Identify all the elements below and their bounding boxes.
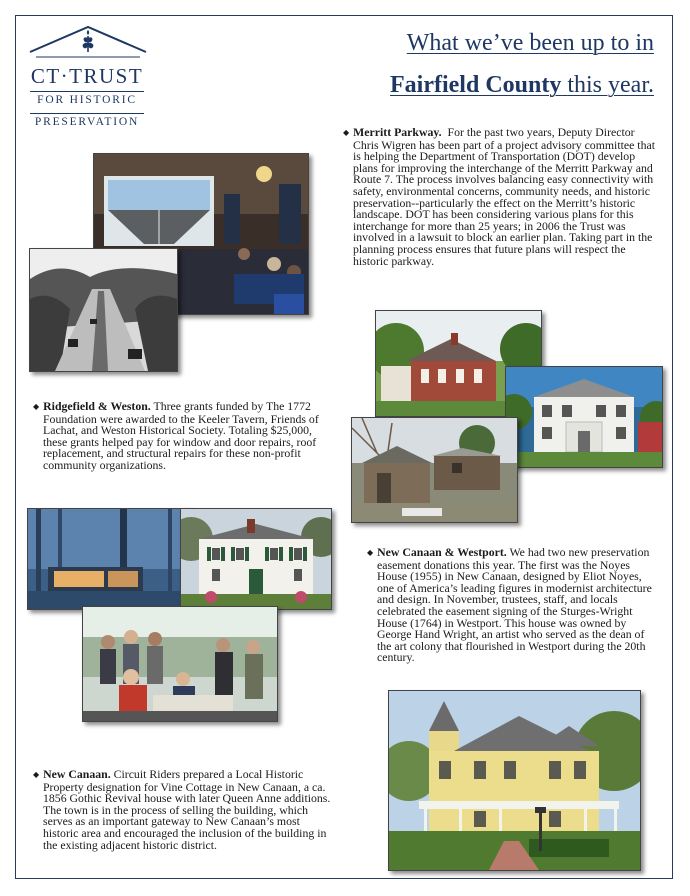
photo-old-barn (351, 417, 518, 523)
bullet-icon: ◆ (33, 770, 40, 779)
section-merritt (343, 127, 661, 267)
section-heading: Merritt Parkway. (353, 125, 442, 139)
logo-name: CT·TRUST (30, 64, 144, 88)
ct-trust-logo (28, 24, 148, 132)
logo-line1: FOR HISTORIC (37, 94, 137, 106)
section-heading: New Canaan. (43, 767, 111, 781)
section-newcanaan (33, 769, 337, 851)
section-body: We had two new preservation easement donations this year. The first was the Noyes House (1955) in New Canaan, designed by Eliot Noyes, one of America’s leading figures in modernist architecture and design. In November, trustees, staff, and locals celebrated the easement signing of the Sturges-Wright House (1764) in Westport. This house was owned by George Hand Wright, an artist who served as the dean of the art colony that flourished in Westport during the 20th century. (377, 545, 652, 665)
photo-white-colonial-house (505, 366, 663, 468)
photo-merritt-parkway-historic (29, 248, 178, 372)
bullet-icon: ◆ (33, 402, 40, 411)
bullet-icon: ◆ (367, 548, 374, 557)
page-title-line2 (390, 72, 654, 99)
page-title-county: Fairfield County (390, 72, 562, 98)
logo-rule (30, 113, 144, 114)
page-title-suffix: this year. (567, 72, 654, 98)
section-body: For the past two years, Deputy Director Chris Wigren has been part of a project advisory committee that is helping the Department of Transportation (DOT) develop plans for improving the interchange of the Merritt Parkway and Route 7. The process involves balancing easy connectivity with safety, environmental concerns, community needs, and historic preservation--particularly the effect on the Merritt’s historic landscape. DOT has been considering various plans for this interchange for more than 25 years; in 2006 the Trust was involved in a lawsuit to block an earlier plan. Taking part in the planning process ensures that future plans will respect the historic parkway. (353, 125, 656, 268)
section-body: Three grants funded by The 1772 Foundation were awarded to the Keeler Tavern, Friends of Lachat, and Weston Historical Society. Totaling $25,000, these grants helped pay for window and door repairs, roof replacement, and structural repairs for these non-profit community organizations. (43, 399, 319, 472)
section-ridgefield-weston (33, 401, 325, 472)
section-heading: Ridgefield & Weston. (43, 399, 151, 413)
photo-sturges-wright-house (180, 508, 332, 610)
photo-noyes-house (27, 508, 193, 610)
photo-easement-signing (82, 606, 278, 722)
logo-rule (30, 91, 144, 92)
roof-leaf-icon (28, 24, 148, 66)
section-heading: New Canaan & Westport. (377, 545, 507, 559)
page-title-line1: What we’ve been up to in (406, 30, 654, 56)
logo-line2: PRESERVATION (34, 116, 140, 128)
bullet-icon: ◆ (343, 128, 350, 137)
section-newcanaan-westport (367, 547, 661, 664)
section-body: Circuit Riders prepared a Local Historic Property designation for Vine Cottage in New Canaan, a ca. 1856 Gothic Revival house with later Queen Anne additions. The town is in the process of selling the building, which serves as an important gateway to New Canaan’s most historic area and encouraged the inclusion of the building in the existing adjacent historic district. (43, 767, 331, 852)
photo-vine-cottage (388, 690, 641, 871)
